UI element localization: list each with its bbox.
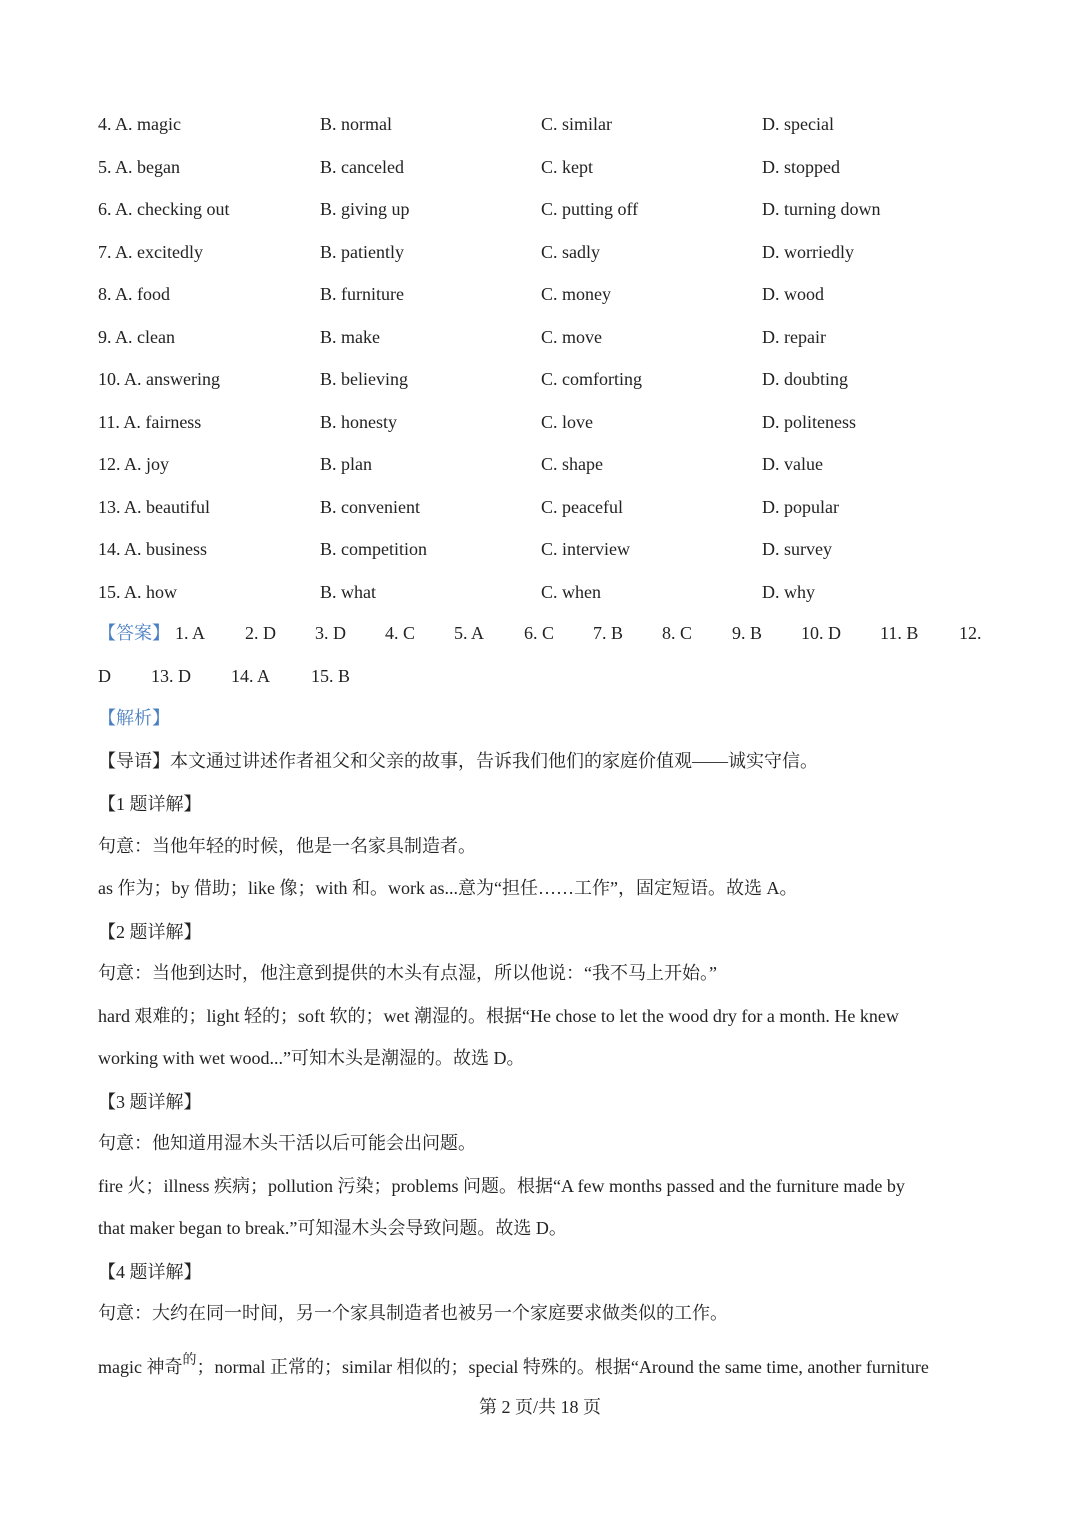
option-cell: 9. A. clean	[98, 326, 175, 347]
intro-text: 【导语】本文通过讲述作者祖父和父亲的故事，告诉我们他们的家庭价值观——诚实守信。	[98, 751, 818, 771]
option-cell: C. kept	[541, 156, 593, 177]
option-cell: C. move	[541, 326, 602, 347]
option-cell: B. competition	[320, 539, 427, 559]
answer-item: 12.	[959, 623, 982, 643]
q3-meaning: 句意：他知道用湿木头干活以后可能会出问题。	[98, 1133, 476, 1153]
option-cell: 13. A. beautiful	[98, 496, 210, 517]
option-cell: 14. A. business	[98, 539, 208, 559]
option-cell: D. special	[762, 114, 834, 134]
option-row	[0, 322, 1080, 352]
option-cell: D. why	[762, 581, 815, 602]
answer-label: 【答案】	[98, 623, 170, 643]
option-cell: D. stopped	[762, 156, 840, 177]
option-cell: B. convenient	[320, 496, 420, 517]
q4-meaning: 句意：大约在同一时间，另一个家具制造者也被另一个家庭要求做类似的工作。	[98, 1303, 728, 1323]
option-cell: B. canceled	[320, 156, 404, 177]
answer-item: 5. A	[454, 623, 485, 643]
option-row	[0, 109, 1080, 139]
option-cell: 4. A. magic	[98, 114, 181, 134]
option-row	[0, 364, 1080, 394]
option-cell: C. similar	[541, 114, 612, 134]
analysis-label: 【解析】	[98, 708, 170, 728]
answer-item: 3. D	[315, 623, 346, 643]
answer-item: 13. D	[151, 666, 191, 686]
answer-item: 15. B	[311, 666, 351, 686]
option-row	[0, 152, 1080, 182]
option-cell: C. peaceful	[541, 496, 623, 517]
option-cell: C. love	[541, 411, 593, 432]
option-cell: B. giving up	[320, 199, 410, 219]
option-cell: B. furniture	[320, 284, 404, 304]
answer-item: 10. D	[801, 623, 841, 643]
option-cell: B. honesty	[320, 411, 398, 432]
option-cell: D. value	[762, 454, 823, 474]
option-cell: B. plan	[320, 454, 372, 474]
option-cell: D. politeness	[762, 411, 856, 432]
answer-item: 8. C	[662, 623, 693, 643]
option-row	[0, 449, 1080, 479]
q3-heading: 【3 题详解】	[98, 1092, 202, 1112]
option-cell: D. survey	[762, 539, 832, 559]
option-cell: D. popular	[762, 496, 839, 517]
option-cell: B. patiently	[320, 241, 404, 262]
option-cell: 11. A. fairness	[98, 411, 202, 432]
q1-heading: 【1 题详解】	[98, 794, 202, 814]
option-cell: D. turning down	[762, 199, 881, 219]
option-cell: D. repair	[762, 326, 826, 347]
answer-item: 7. B	[593, 623, 624, 643]
option-cell: C. when	[541, 581, 601, 602]
option-row	[0, 407, 1080, 437]
option-cell: C. money	[541, 284, 611, 304]
q4-explanation-superscript: 的	[182, 1353, 197, 1368]
answer-item: D	[98, 666, 111, 686]
option-cell: D. wood	[762, 284, 824, 304]
q4-explanation	[98, 1352, 929, 1385]
answer-line-1	[0, 618, 1080, 648]
option-row	[0, 534, 1080, 564]
option-cell: B. believing	[320, 369, 408, 389]
option-cell: B. normal	[320, 114, 392, 134]
option-row	[0, 237, 1080, 267]
option-row	[0, 194, 1080, 224]
answer-item: 1. A	[175, 623, 206, 643]
option-cell: 10. A. answering	[98, 369, 220, 389]
answer-item: 9. B	[732, 623, 763, 643]
option-cell: 5. A. began	[98, 156, 180, 177]
option-cell: C. interview	[541, 539, 630, 559]
option-cell: 8. A. food	[98, 284, 170, 304]
option-row	[0, 577, 1080, 607]
option-cell: 6. A. checking out	[98, 199, 230, 219]
q1-meaning: 句意：当他年轻的时候，他是一名家具制造者。	[98, 836, 476, 856]
answer-item: 2. D	[245, 623, 276, 643]
answer-item: 4. C	[385, 623, 416, 643]
option-cell: B. what	[320, 581, 376, 602]
option-cell: C. comforting	[541, 369, 642, 389]
answer-item: 6. C	[524, 623, 555, 643]
q3-explanation-line-2: that maker began to break.”可知湿木头会导致问题。故选 D。	[98, 1218, 567, 1238]
q1-explanation: as 作为；by 借助；like 像；with 和。work as...意为“担任……工作”，固定短语。故选 A。	[98, 878, 798, 898]
option-row	[0, 492, 1080, 522]
option-cell: 7. A. excitedly	[98, 241, 203, 262]
option-cell: 15. A. how	[98, 581, 178, 602]
q4-heading: 【4 题详解】	[98, 1262, 202, 1282]
q2-meaning: 句意：当他到达时，他注意到提供的木头有点湿，所以他说：“我不马上开始。”	[98, 963, 717, 983]
option-cell: C. putting off	[541, 199, 639, 219]
q3-explanation-line-1: fire 火；illness 疾病；pollution 污染；problems 问题。根据“A few months passed and the furniture made by	[98, 1176, 905, 1196]
option-cell: D. worriedly	[762, 241, 854, 262]
option-cell: C. shape	[541, 454, 603, 474]
option-row	[0, 279, 1080, 309]
option-cell: 12. A. joy	[98, 454, 170, 474]
answer-item: 14. A	[231, 666, 271, 686]
q2-heading: 【2 题详解】	[98, 922, 202, 942]
page-footer: 第 2 页/共 18 页	[478, 1397, 601, 1417]
q2-explanation-line-2: working with wet wood...”可知木头是潮湿的。故选 D。	[98, 1048, 525, 1068]
q4-explanation-part-b: ；normal 正常的；similar 相似的；special 特殊的。根据“Around the same time, another furniture	[196, 1357, 929, 1377]
answer-item: 11. B	[880, 623, 919, 643]
q2-explanation-line-1: hard 艰难的；light 轻的；soft 软的；wet 潮湿的。根据“He chose to let the wood dry for a month. He knew	[98, 1006, 899, 1026]
answer-line-2	[0, 661, 1080, 691]
option-cell: C. sadly	[541, 241, 601, 262]
option-cell: D. doubting	[762, 369, 849, 389]
option-cell: B. make	[320, 326, 380, 347]
q4-explanation-part-a: magic 神奇	[98, 1357, 183, 1377]
